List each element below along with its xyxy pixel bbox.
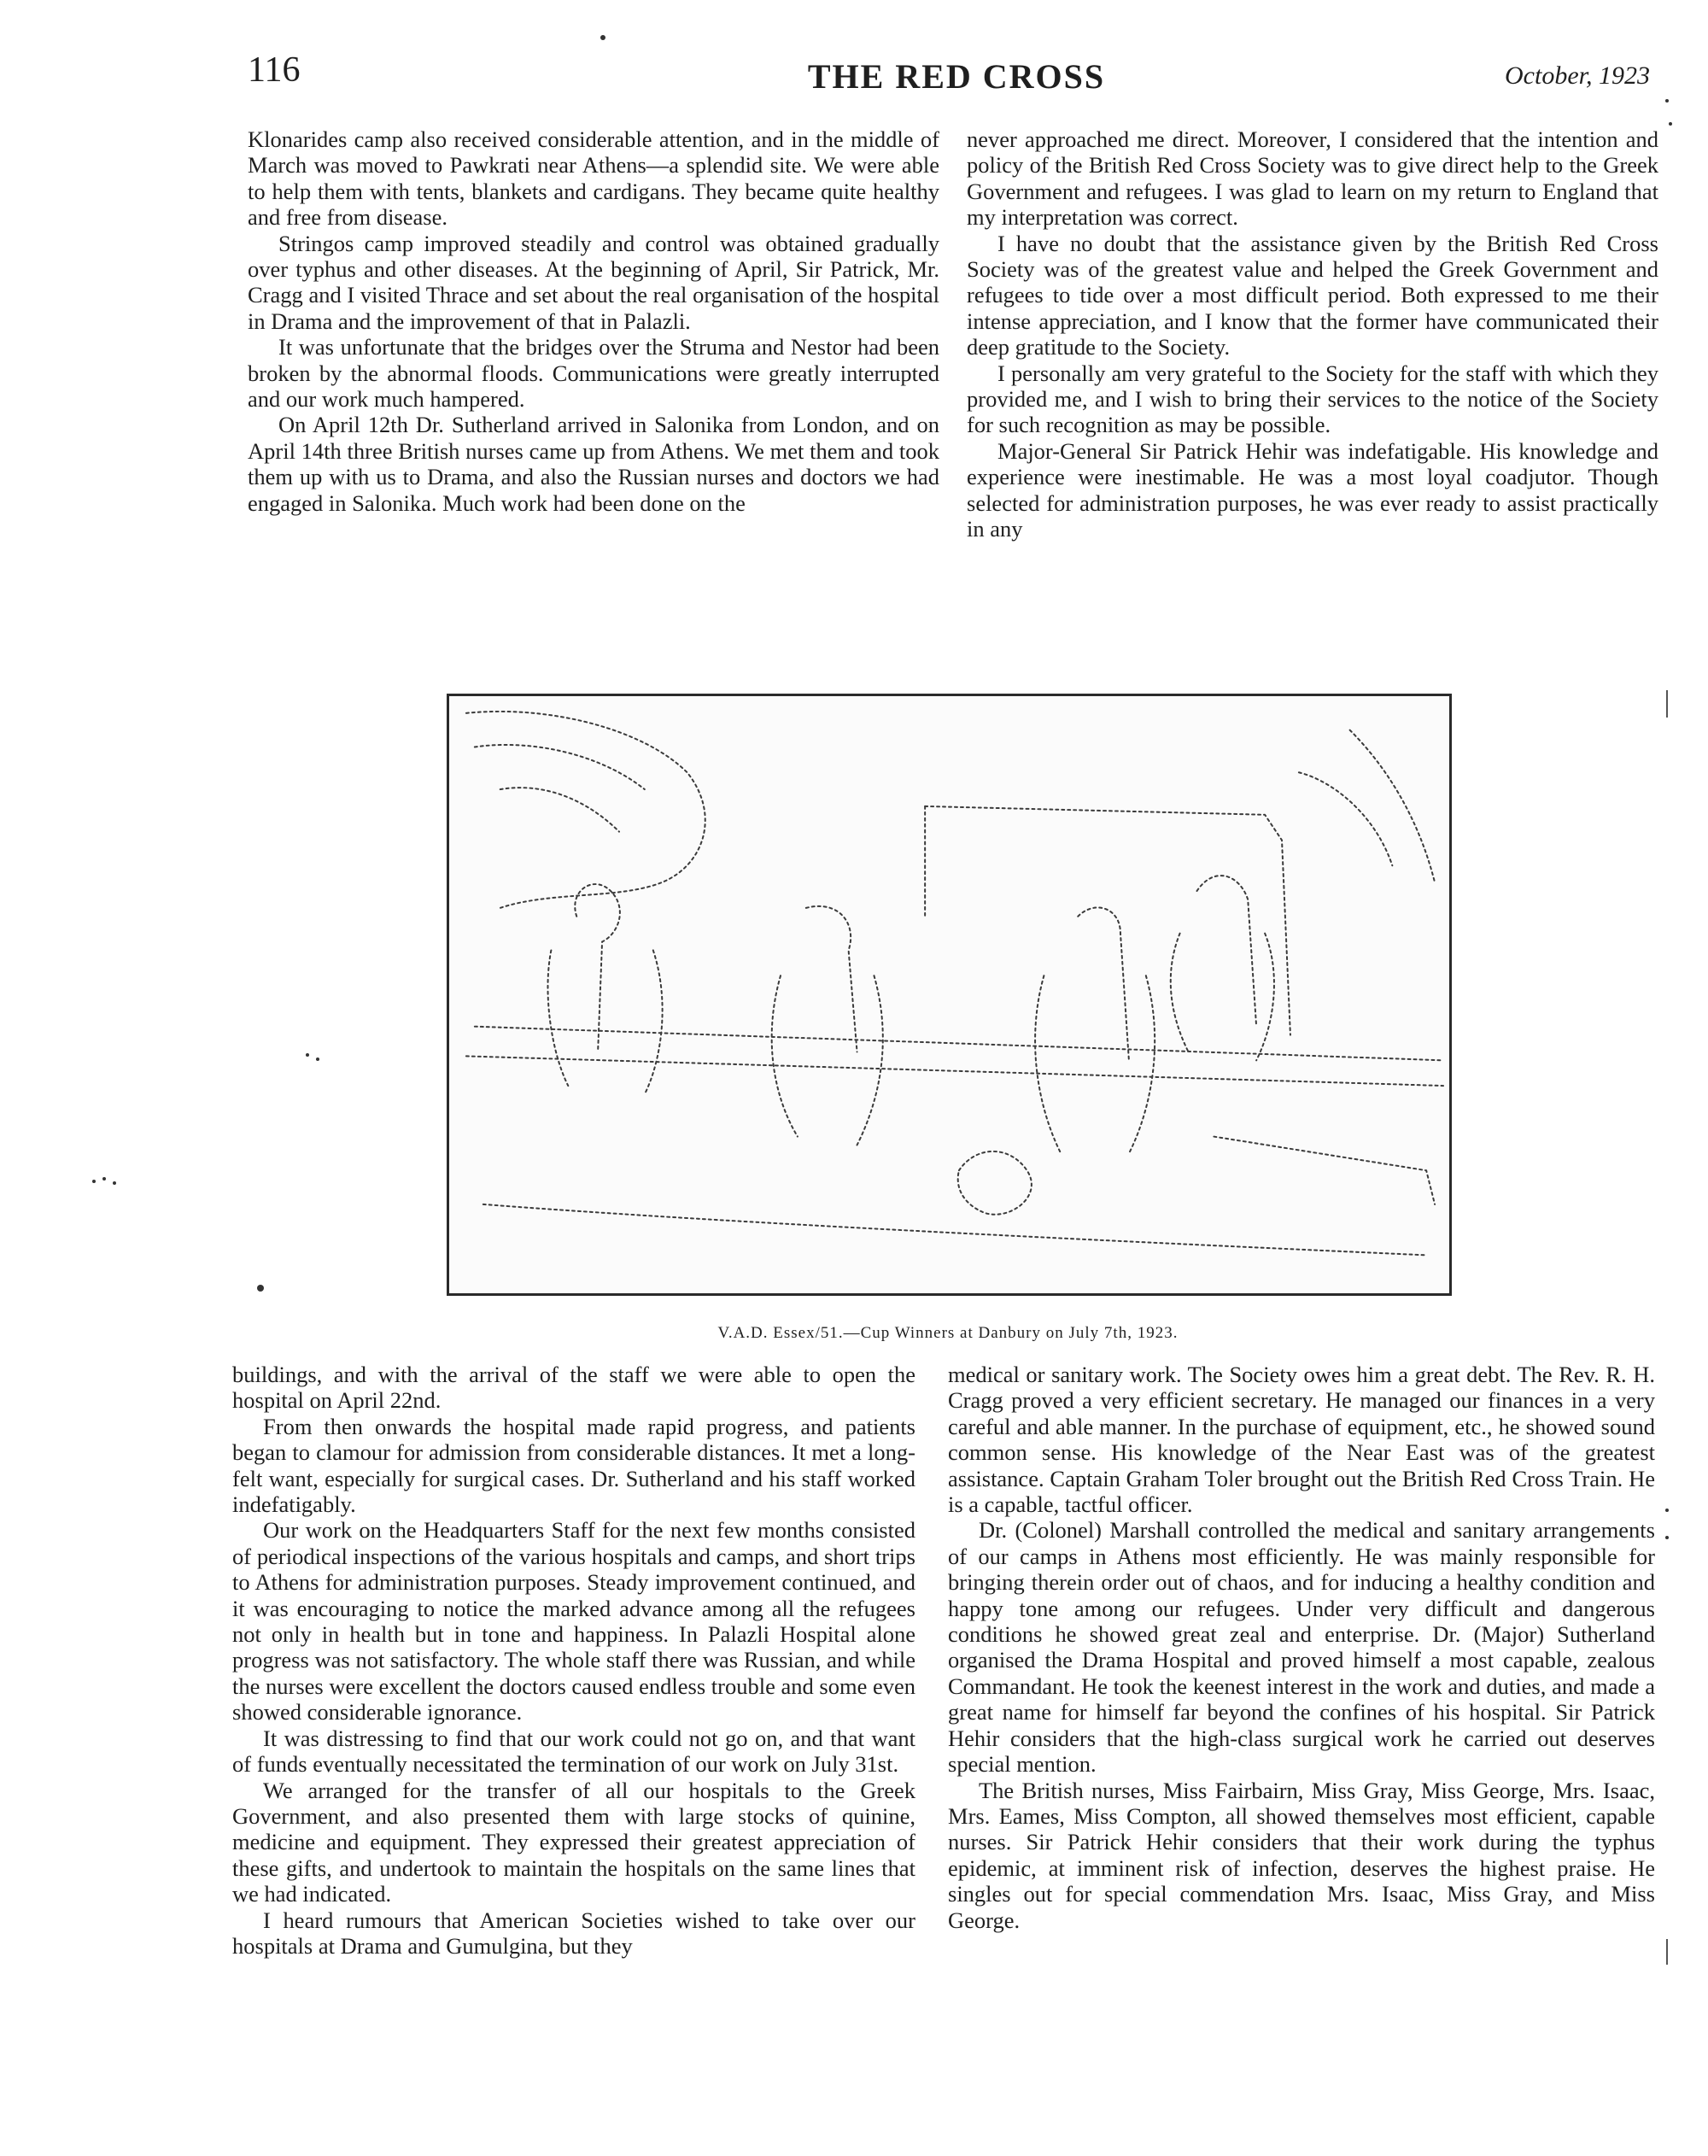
paragraph: It was distressing to find that our work could not go on, and that want of funds eventually necessitated the termination of our work on July 31st. (232, 1725, 915, 1778)
paragraph: I personally am very grateful to the Society for the staff with which they provided me, and I wish to bring their services to the notice of the Society for such recognition as may be possible. (967, 360, 1658, 438)
column-top-left (248, 126, 939, 516)
paragraph: Major-General Sir Patrick Hehir was indefatigable. His knowledge and experience were inestimable. He was a most loyal coadjutor. Though selected for administration purposes, he was ever ready to assist practically in any (967, 437, 1658, 542)
paragraph: I heard rumours that American Societies wished to take over our hospitals at Drama and Gumulgina, but they (232, 1907, 915, 1959)
paragraph: Stringos camp improved steadily and control was obtained gradually over typhus and other diseases. At the beginning of April, Sir Patrick, Mr. Cragg and I visited Thrace and set about the real organisation of the hospital in Drama and the improvement of that in Palazli. (248, 230, 939, 334)
photograph (447, 694, 1452, 1296)
photo-illustration (449, 696, 1449, 1293)
paragraph: buildings, and with the arrival of the staff we were able to open the hospital on April 22nd. (232, 1362, 915, 1414)
paragraph: Dr. (Colonel) Marshall controlled the medical and sanitary arrangements of our camps in Athens most efficiently. He was mainly responsible for bringing therein order out of chaos, and for inducing a healthy condition and happy tone among our refugees. Under very difficult and dangerous conditions he showed great zeal and enterprise. Dr. (Major) Sutherland organised the Drama Hospital and proved himself a most capable, zealous Commandant. He took the keenest interest in the work and duties, and made a great name for himself far beyond the confines of his hospital. Sir Patrick Hehir considers that the high-class surgical work he carried out deserves special mention. (948, 1517, 1655, 1778)
page-number: 116 (248, 50, 301, 90)
paragraph: Klonarides camp also received considerable attention, and in the middle of March was moved to Pawkrati near Athens—a splendid site. We were able to help them with tents, blankets and cardigans. They became quite healthy and free from disease. (248, 126, 939, 231)
column-bottom-left (232, 1362, 915, 1959)
issue-date: October, 1923 (1505, 62, 1650, 90)
paragraph: We arranged for the transfer of all our hospitals to the Greek Government, and also presented them with large stocks of quinine, medicine and equipment. They expressed their greatest appreciation of these gifts, and undertook to maintain the hospitals on the same lines that we had indicated. (232, 1777, 915, 1907)
photo-caption: V.A.D. Essex/51.—Cup Winners at Danbury on July 7th, 1923. (717, 1324, 1179, 1342)
page-header (248, 50, 1665, 109)
paragraph: From then onwards the hospital made rapid progress, and patients began to clamour for admission from considerable distances. It met a long-felt want, especially for surgical cases. Dr. Sutherland and his staff worked indefatigably. (232, 1413, 915, 1518)
paragraph: never approached me direct. Moreover, I considered that the intention and policy of the British Red Cross Society was to give direct help to the Greek Government and refugees. I was glad to learn on my return to England that my interpretation was correct. (967, 126, 1658, 231)
paragraph: It was unfortunate that the bridges over the Struma and Nestor had been broken by the abnormal floods. Communications were greatly interrupted and our work much hampered. (248, 334, 939, 413)
paragraph: I have no doubt that the assistance given by the British Red Cross Society was of the greatest value and helped the Greek Government and refugees to tide over a most difficult period. Both expressed to me their intense appreciation, and I know that the former have communicated their deep gratitude to the Society. (967, 230, 1658, 360)
paragraph: On April 12th Dr. Sutherland arrived in Salonika from London, and on April 14th three British nurses came up from Athens. We met them and took them up with us to Drama, and also the Russian nurses and doctors we had engaged in Salonika. Much work had been done on the (248, 412, 939, 516)
paragraph: The British nurses, Miss Fairbairn, Miss Gray, Miss George, Mrs. Isaac, Mrs. Eames, Miss Compton, all showed themselves most efficient, capable nurses. Sir Patrick Hehir considers that their work during the typhus epidemic, at imminent risk of infection, deserves the highest praise. He singles out for special commendation Mrs. Isaac, Miss Gray, and Miss George. (948, 1777, 1655, 1933)
paragraph: Our work on the Headquarters Staff for the next few months consisted of periodical inspections of the various hospitals and camps, and short trips to Athens for administration purposes. Steady improvement continued, and it was encouraging to notice the marked advance among all the refugees not only in health but in tone and happiness. In Palazli Hospital alone progress was not satisfactory. The whole staff there was Russian, and while the nurses were excellent the doctors caused endless trouble and some even showed considerable ignorance. (232, 1517, 915, 1725)
paragraph: medical or sanitary work. The Society owes him a great debt. The Rev. R. H. Cragg proved a very efficient secretary. He managed our finances in a very careful and able manner. In the purchase of equipment, etc., he showed sound common sense. His knowledge of the Near East was of the greatest assistance. Captain Graham Toler brought out the British Red Cross Train. He is a capable, tactful officer. (948, 1362, 1655, 1518)
column-top-right (967, 126, 1658, 542)
journal-title: THE RED CROSS (807, 57, 1106, 96)
column-bottom-right (948, 1362, 1655, 1933)
